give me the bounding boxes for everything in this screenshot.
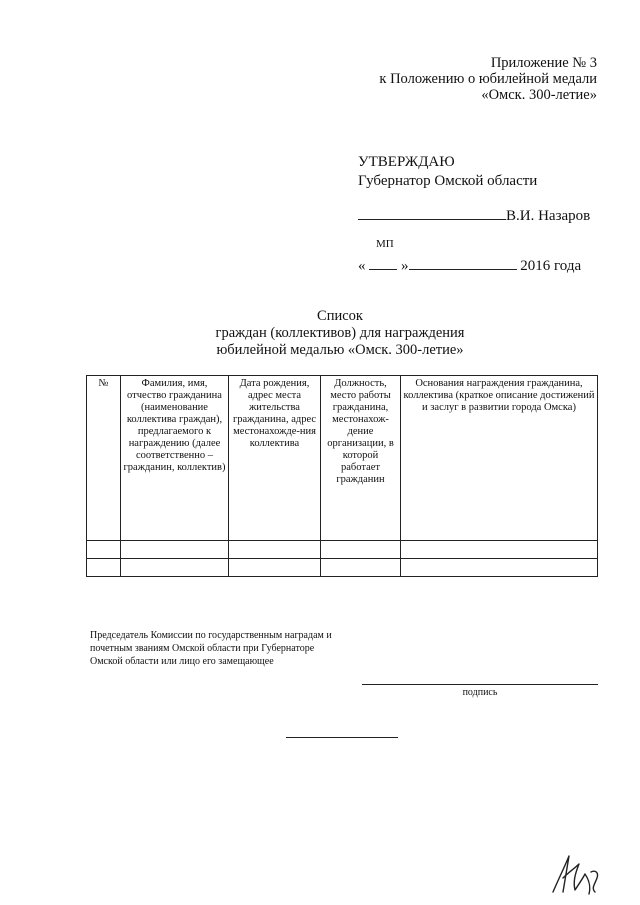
table-row [87, 541, 598, 559]
header-position-workplace: Должность, место работы гражданина, местонахож-дение организации, в которой работает гражданин [321, 376, 401, 541]
medal-name: «Омск. 300-летие» [481, 87, 597, 103]
bottom-rule [286, 737, 398, 738]
month-blank [409, 256, 517, 270]
appendix-number: Приложение № 3 [490, 55, 597, 71]
table-cell[interactable] [229, 541, 321, 559]
approver-name: В.И. Назаров [506, 208, 591, 224]
handwritten-initials [545, 848, 605, 898]
table-cell[interactable] [121, 559, 229, 577]
approval-year: 2016 года [520, 258, 582, 274]
list-subtitle-2: юбилейной медалью «Омск. 300-летие» [216, 342, 464, 358]
header-number: № [87, 376, 121, 541]
header-award-grounds: Основания награждения гражданина, коллектива (краткое описание достижений и заслуг в развитии города Омска) [401, 376, 598, 541]
table-cell[interactable] [121, 541, 229, 559]
day-blank [369, 256, 397, 270]
list-title: Список [317, 308, 363, 324]
table-header-row [87, 376, 598, 541]
approver-position: Губернатор Омской области [358, 173, 538, 189]
table-cell[interactable] [321, 541, 401, 559]
table-cell[interactable] [401, 559, 598, 577]
approver-signature-line [358, 206, 590, 225]
signature-line [362, 684, 598, 685]
table-cell[interactable] [401, 541, 598, 559]
table-cell[interactable] [87, 559, 121, 577]
header-birth-address: Дата рождения, адрес места жительства гражданина, адрес местонахожде-ния коллектива [229, 376, 321, 541]
approval-date-line [358, 256, 581, 275]
date-open-quote: « [358, 258, 366, 274]
commission-chair-line-2: почетным званиям Омской области при Губернаторе [90, 643, 315, 654]
table-cell[interactable] [87, 541, 121, 559]
list-subtitle-1: граждан (коллективов) для награждения [215, 325, 465, 341]
approve-heading: УТВЕРЖДАЮ [358, 154, 455, 170]
table-cell[interactable] [229, 559, 321, 577]
date-close-quote: » [401, 258, 409, 274]
header-full-name: Фамилия, имя, отчество гражданина (наименование коллектива граждан), предлагаемого к награждению (далее соответственно – гражданин, коллектив) [121, 376, 229, 541]
signature-blank [358, 206, 506, 220]
table-row [87, 559, 598, 577]
commission-chair-line-3: Омской области или лицо его замещающее [90, 656, 274, 667]
signature-caption: подпись [462, 687, 498, 698]
table-cell[interactable] [321, 559, 401, 577]
stamp-mark: МП [376, 238, 394, 250]
commission-chair-line-1: Председатель Комиссии по государственным наградам и [90, 630, 332, 641]
nominees-table [86, 375, 598, 577]
regulation-reference: к Положению о юбилейной медали [379, 71, 597, 87]
